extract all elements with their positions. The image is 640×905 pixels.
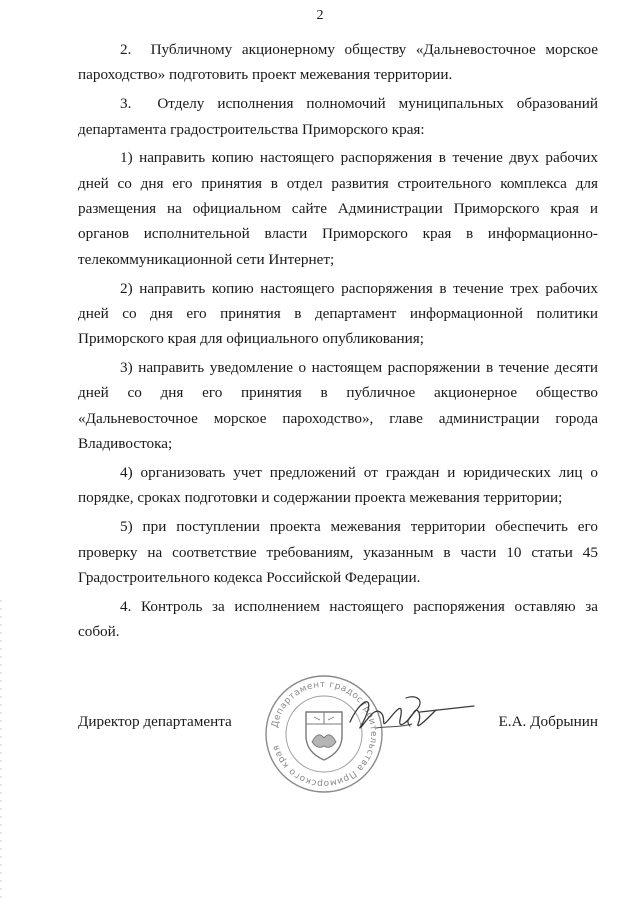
document-body <box>78 37 598 648</box>
paragraph-subitem-1: 1) направить копию настоящего распоряжения в течение двух рабочих дней со дня его принятия в отдел развития строительного комплекса для размещения на официальном сайте Администрации Приморского края и органов исполнительной власти Приморского края в информационно-телекоммуникационной сети Интернет; <box>78 149 598 268</box>
signer-title: Директор департамента <box>78 713 232 730</box>
paragraph-item-2: 2. Публичному акционерному обществу «Дальневосточное морское пароходство» подготовить проект межевания территории. <box>78 41 598 84</box>
page-number: 2 <box>316 8 324 23</box>
paragraph-subitem-2: 2) направить копию настоящего распоряжения в течение трех рабочих дней со дня его принятия в департамент информационной политики Приморского края для официального опубликования; <box>78 279 598 348</box>
scan-edge-marks <box>0 600 4 900</box>
signer-name: Е.А. Добрынин <box>498 713 598 730</box>
paragraph-subitem-4: 4) организовать учет предложений от граждан и юридических лиц о порядке, сроках подготовки и содержании проекта межевания территории; <box>78 463 598 507</box>
paragraph-subitem-3: 3) направить уведомление о настоящем распоряжении в течение десяти дней со дня его принятия в публичное акционерное общество «Дальневосточное морское пароходство», главе администрации города Владивостока; <box>78 359 598 453</box>
paragraph-subitem-5: 5) при поступлении проекта межевания территории обеспечить его проверку на соответствие требованиям, указанным в части 10 статьи 45 Градостроительного кодекса Российской Федерации. <box>78 518 598 586</box>
paragraph-item-4: 4. Контроль за исполнением настоящего распоряжения оставляю за собой. <box>78 597 598 641</box>
seal-text: Департамент градостроительства Приморского края <box>270 679 379 789</box>
signature-block <box>78 713 598 743</box>
paragraph-item-3: 3. Отделу исполнения полномочий муниципальных образований департамента градостроительства Приморского края: <box>78 95 598 138</box>
